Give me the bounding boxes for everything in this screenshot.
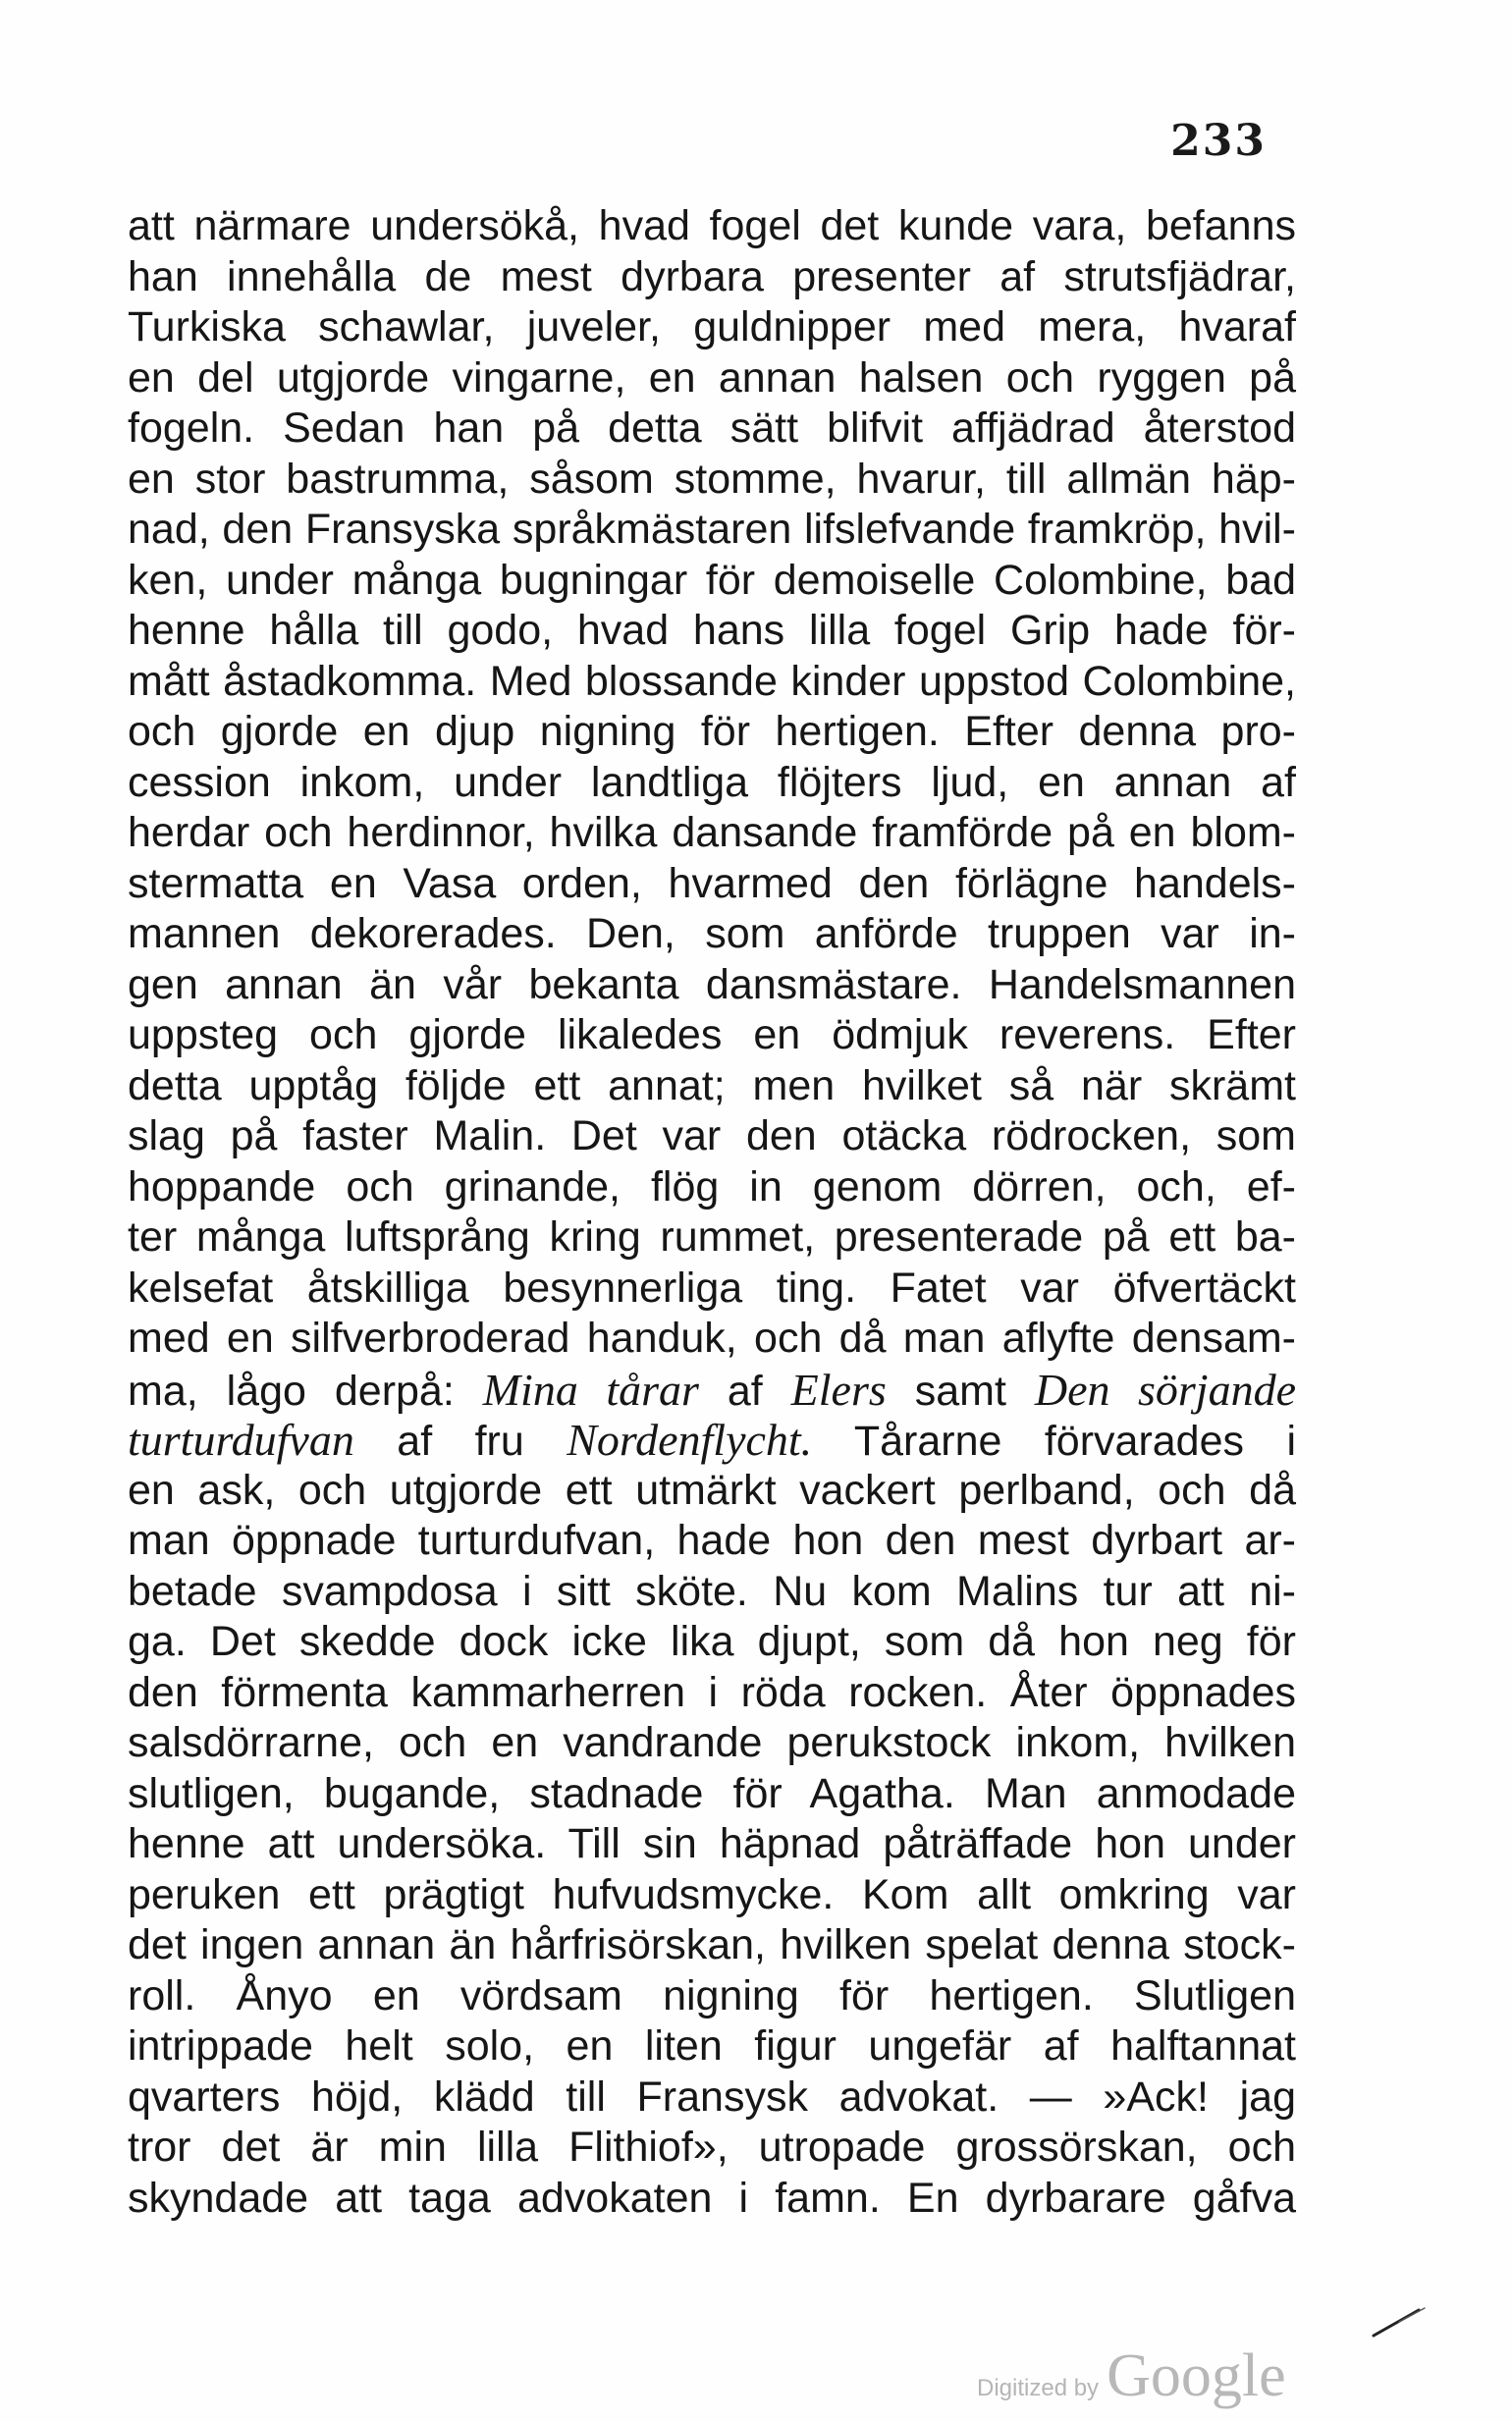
text-run: tror det är min lilla Flithiof», utropade grossörskan, och	[128, 2124, 1296, 2171]
text-run: cession inkom, under landtliga flöjters ljud, en annan af	[128, 758, 1296, 806]
text-line	[128, 1819, 1296, 1870]
text-run: och gjorde en djup nigning för hertigen. Efter denna pro-	[128, 708, 1296, 755]
text-run: en stor bastrumma, såsom stomme, hvarur, till allmän häp-	[128, 455, 1296, 503]
text-line	[128, 1212, 1296, 1264]
text-run: detta upptåg följde ett annat; men hvilket så när skrämt	[128, 1061, 1296, 1109]
text-line	[128, 404, 1296, 455]
text-line	[128, 758, 1296, 809]
text-line	[128, 2072, 1296, 2124]
text-line	[128, 505, 1296, 556]
text-line	[128, 302, 1296, 353]
text-run: Tårarne förvarades i	[812, 1418, 1296, 1465]
text-run: herdar och herdinnor, hvilka dansande framförde på en blom-	[128, 809, 1296, 856]
text-run: man öppnade turturdufvan, hade hon den mest dyrbart ar-	[128, 1517, 1296, 1564]
text-run: med en silfverbroderad handuk, och då man aflyfte densam-	[128, 1315, 1296, 1362]
text-line	[128, 1668, 1296, 1719]
text-run: af	[698, 1367, 791, 1415]
digitized-label: Digitized by	[977, 2375, 1100, 2401]
text-line	[128, 1010, 1296, 1061]
text-run: henne att undersöka. Till sin häpnad påträffade hon under	[128, 1820, 1296, 1867]
digitized-by-google-watermark	[977, 2341, 1286, 2411]
text-run: ga. Det skedde dock icke lika djupt, som då hon neg för	[128, 1618, 1296, 1665]
text-line	[128, 201, 1296, 252]
text-run: henne hålla till godo, hvad hans lilla fogel Grip hade för-	[128, 607, 1296, 654]
pen-stroke-icon	[1370, 2302, 1429, 2341]
text-line	[128, 606, 1296, 657]
text-line	[128, 556, 1296, 607]
text-run: ter många luftsprång kring rummet, presenterade på ett ba-	[128, 1213, 1296, 1261]
text-line	[128, 859, 1296, 910]
italic-title: Den sörjande	[1034, 1364, 1296, 1415]
text-run: nad, den Fransyska språkmästaren lifslefvande framkröp, hvil-	[128, 506, 1296, 553]
text-line	[128, 1061, 1296, 1112]
text-run: han innehålla de mest dyrbara presenter af strutsfjädrar,	[128, 252, 1296, 300]
text-run: en ask, och utgjorde ett utmärkt vackert perlband, och då	[128, 1466, 1296, 1514]
text-run: ma, lågo derpå:	[128, 1367, 483, 1415]
text-line	[128, 1415, 1296, 1466]
text-line	[128, 1567, 1296, 1618]
text-run: salsdörrarne, och en vandrande perukstock inkom, hvilken	[128, 1719, 1296, 1766]
text-line	[128, 1365, 1296, 1416]
text-run: slutligen, bugande, stadnade för Agatha. Man anmodade	[128, 1769, 1296, 1817]
text-line	[128, 1617, 1296, 1668]
text-line	[128, 707, 1296, 758]
text-line	[128, 2174, 1296, 2225]
italic-title: Nordenflycht.	[567, 1415, 813, 1465]
text-run: hoppande och grinande, flög in genom dörren, och, ef-	[128, 1162, 1296, 1211]
italic-title: Elers	[790, 1364, 887, 1415]
text-run: mått åstadkomma. Med blossande kinder uppstod Colombine,	[128, 657, 1296, 705]
text-line	[128, 1162, 1296, 1213]
text-run: samt	[886, 1367, 1035, 1415]
text-line	[128, 909, 1296, 960]
text-run: mannen dekorerades. Den, som anförde truppen var in-	[128, 910, 1296, 957]
text-run: kelsefat åtskilliga besynnerliga ting. Fatet var öfvertäckt	[128, 1264, 1296, 1312]
google-logo: Google	[1107, 2342, 1286, 2409]
text-line	[128, 808, 1296, 859]
text-line	[128, 657, 1296, 708]
page-body-text	[128, 201, 1296, 2224]
text-run: gen annan än vår bekanta dansmästare. Handelsmannen	[128, 960, 1296, 1008]
italic-title: turturdufvan	[128, 1415, 354, 1465]
text-run: slag på faster Malin. Det var den otäcka rödrocken, som	[128, 1112, 1296, 1159]
text-run: fogeln. Sedan han på detta sätt blifvit affjädrad återstod	[128, 404, 1296, 452]
text-run: intrippade helt solo, en liten figur ungefär af halftannat	[128, 2022, 1296, 2070]
text-line	[128, 960, 1296, 1011]
text-line	[128, 2123, 1296, 2174]
text-run: en del utgjorde vingarne, en annan halsen och ryggen på	[128, 353, 1296, 402]
text-line	[128, 2021, 1296, 2072]
text-run: uppsteg och gjorde likaledes en ödmjuk reverens. Efter	[128, 1011, 1296, 1058]
italic-title: Mina tårar	[482, 1364, 699, 1415]
text-line	[128, 1314, 1296, 1365]
text-run: skyndade att taga advokaten i famn. En dyrbarare gåfva	[128, 2174, 1296, 2222]
text-line	[128, 1466, 1296, 1517]
text-run: qvarters höjd, klädd till Fransysk advokat. — »Ack! jag	[128, 2072, 1296, 2121]
text-line	[128, 1870, 1296, 1921]
text-run: det ingen annan än hårfrisörskan, hvilken spelat denna stock-	[128, 1921, 1296, 1968]
text-line	[128, 1971, 1296, 2022]
text-run: betade svampdosa i sitt sköte. Nu kom Malins tur att ni-	[128, 1567, 1296, 1615]
text-line	[128, 353, 1296, 404]
text-run: stermatta en Vasa orden, hvarmed den förlägne handels-	[128, 859, 1296, 907]
text-line	[128, 1920, 1296, 1971]
text-run: roll. Ånyo en vördsam nigning för hertigen. Slutligen	[128, 1971, 1296, 2019]
text-run: ken, under många bugningar för demoiselle Colombine, bad	[128, 556, 1296, 604]
text-line	[128, 252, 1296, 303]
text-line	[128, 1111, 1296, 1162]
text-line	[128, 1769, 1296, 1820]
text-line	[128, 455, 1296, 506]
text-line	[128, 1264, 1296, 1315]
page-number: 233	[1170, 116, 1267, 166]
text-line	[128, 1516, 1296, 1567]
text-run: peruken ett prägtigt hufvudsmycke. Kom allt omkring var	[128, 1870, 1296, 1918]
text-line	[128, 1718, 1296, 1769]
text-run: att närmare undersökå, hvad fogel det kunde vara, befanns	[128, 202, 1296, 249]
text-run: Turkiska schawlar, juveler, guldnipper med mera, hvaraf	[128, 303, 1296, 350]
text-run: den förmenta kammarherren i röda rocken. Åter öppnades	[128, 1668, 1296, 1716]
text-run: af fru	[353, 1418, 567, 1465]
